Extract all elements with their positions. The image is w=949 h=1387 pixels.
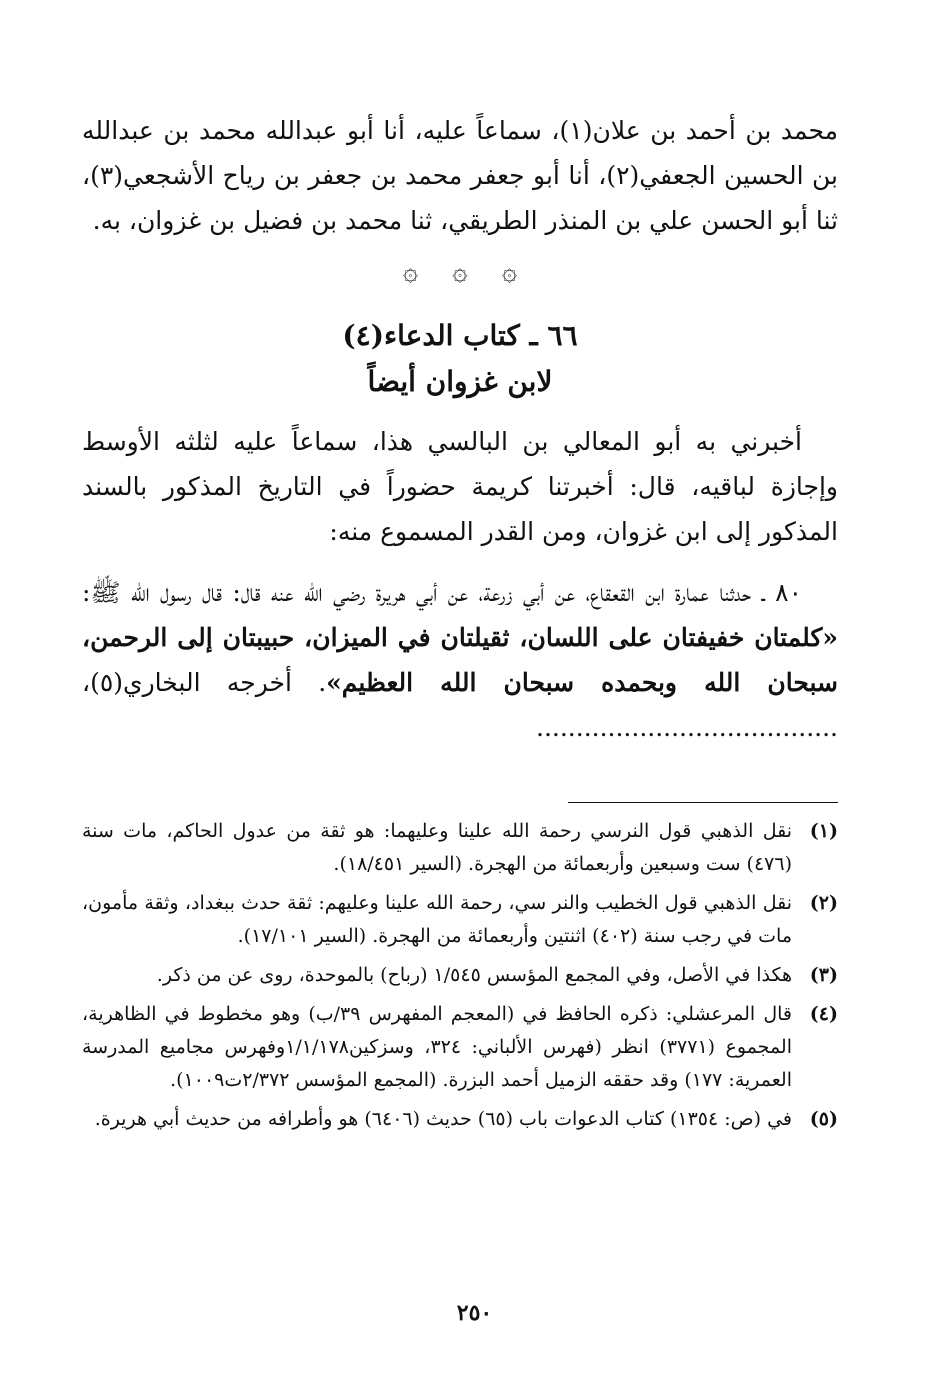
footnote-item (82, 959, 838, 992)
footnote-text: قال المرعشلي: ذكره الحافظ في (المعجم المفهرس ٣٩/ب) وهو مخطوط في الظاهرية، المجموع (٣٧٧١) انظر (فهرس الألباني: ٣٢٤، وسزكين١/١/١٧٨وفهرس مجاميع المدرسة العمرية: ١٧٧) وقد حققه الزميل أحمد البزرة. (المجمع المؤسس ٢/٣٧٢ت١٠٠٩). (82, 1003, 793, 1091)
footnote-item (82, 887, 838, 953)
footnote-text: هكذا في الأصل، وفي المجمع المؤسس ١/٥٤٥ (رباح) بالموحدة، روى عن من ذكر. (156, 964, 792, 986)
footnotes (82, 815, 838, 1136)
hadith-lead: ٨٠ ـ حدثنا عمارة ابن القعقاع، عن أبي زرعة، عن أبي هريرة رضي الله عنه قال: قال رسول الله ﷺ: (82, 578, 802, 607)
footnote-text: نقل الذهبي قول النرسي رحمة الله علينا وعليهما: هو ثقة من عدول الحاكم، مات سنة (٤٧٦) ست وسبعين وأربعمائة من الهجرة. (السير ١٨/٤٥١). (82, 820, 792, 875)
page-number: ٢٥٠ (456, 1300, 493, 1326)
hadith-tail: . أخرجه البخاري(٥)، (82, 668, 327, 697)
footnote-item (82, 815, 838, 881)
section-subtitle: لابن غزوان أيضاً (367, 365, 553, 398)
ornament-icon: ۞ (501, 257, 518, 287)
ornament-divider (82, 257, 838, 287)
page-body (82, 108, 838, 1142)
footnote-text: في (ص: ١٣٥٤) كتاب الدعوات باب (٦٥) حديث (٦٤٠٦) هو وأطرافه من حديث أبي هريرة. (94, 1108, 792, 1130)
footnote-item (82, 998, 838, 1097)
footnote-number: (٥) (809, 1108, 838, 1130)
footnote-number: (٤) (809, 1003, 838, 1025)
top-paragraph: محمد بن أحمد بن علان(١)، سماعاً عليه، أنا أبو عبدالله محمد بن عبدالله بن الحسين الجعفي(٢)، أنا أبو جعفر محمد بن جعفر بن رياح الأشجعي(٣)، ثنا أبو الحسن علي بن المنذر الطريقي، ثنا محمد بن فضيل بن غزوان، به. (82, 116, 838, 235)
ornament-icon: ۞ (452, 257, 468, 287)
intro-paragraph: أخبرني به أبو المعالي بن البالسي هذا، سماعاً عليه لثلثه الأوسط وإجازة لباقيه، قال: أخبرتنا كريمة حضوراً في التاريخ المذكور بالسند المذكور إلى ابن غزوان، ومن القدر المسموع منه: (82, 427, 838, 546)
continuation-dots: ...................................... (536, 713, 838, 742)
footnote-separator (568, 802, 838, 803)
footnote-number: (٣) (809, 964, 838, 986)
hadith-text: «كلمتان خفيفتان على اللسان، ثقيلتان في الميزان، حبيبتان إلى الرحمن، سبحان الله وبحمده سبحان الله العظيم» (82, 623, 838, 697)
footnote-number: (٢) (809, 892, 838, 914)
hadith-paragraph (82, 570, 838, 750)
footnote-text: نقل الذهبي قول الخطيب والنر سي، رحمة الله علينا وعليهم: ثقة حدث ببغداد، وثقة مأمون، مات في رجب سنة (٤٠٢) اثنتين وأربعمائة من الهجرة. (السير ١٧/١٠١). (82, 892, 792, 947)
footnote-item (82, 1103, 838, 1136)
footnote-number: (١) (809, 820, 838, 842)
ornament-icon: ۞ (402, 257, 419, 287)
section-title: ٦٦ ـ كتاب الدعاء(٤) (342, 319, 578, 352)
